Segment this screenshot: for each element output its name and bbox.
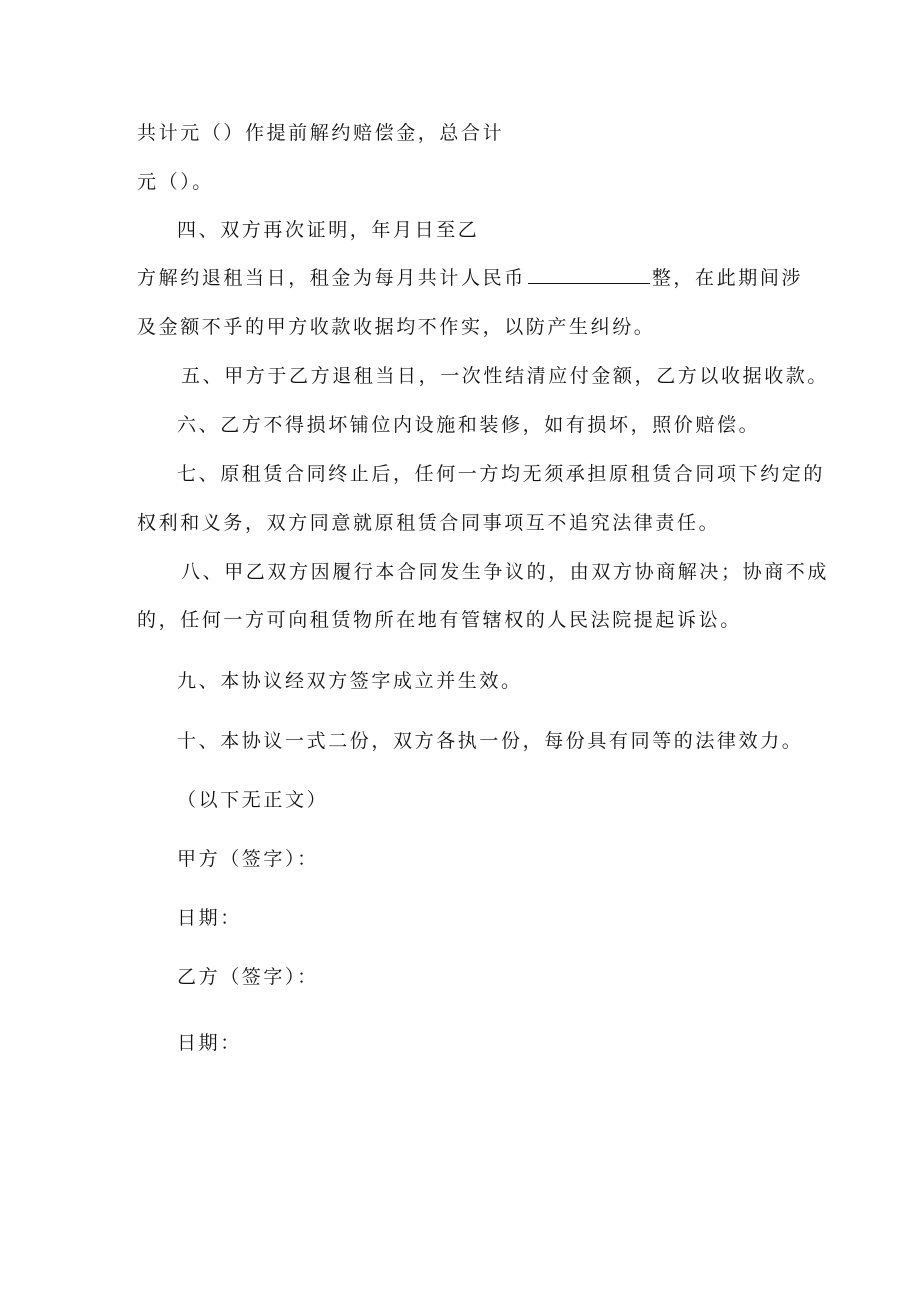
clause-8-line-2: 的，任何一方可向租赁物所在地有管辖权的人民法院提起诉讼。 xyxy=(137,609,742,631)
paragraph-line: 元（）。 xyxy=(137,171,214,193)
party-a-signature-label: 甲方（签字）： xyxy=(177,848,319,870)
end-of-text-note: （以下无正文） xyxy=(177,789,329,811)
party-a-date-label: 日期： xyxy=(177,907,242,929)
party-b-signature-label: 乙方（签字）： xyxy=(177,966,319,988)
clause-4-line-2 xyxy=(137,264,803,292)
clause-4-line-3: 及金额不乎的甲方收款收据均不作实，以防产生纠纷。 xyxy=(137,316,656,338)
clause-9: 九、本协议经双方签字成立并生效。 xyxy=(177,670,523,692)
clause-4-text-before-blank: 方解约退租当日，租金为每月共计人民币 xyxy=(137,267,526,289)
clause-10: 十、本协议一式二份，双方各执一份，每份具有同等的法律效力。 xyxy=(177,730,804,752)
amount-blank xyxy=(528,264,650,284)
clause-4-line-1: 四、双方再次证明，年月日至乙 xyxy=(177,219,480,241)
clause-5: 五、甲方于乙方退租当日，一次性结清应付金额，乙方以收据收款。 xyxy=(181,365,830,387)
clause-6: 六、乙方不得损坏铺位内设施和装修，如有损坏，照价赔偿。 xyxy=(177,414,761,436)
party-b-date-label: 日期： xyxy=(177,1032,242,1054)
clause-7-line-1: 七、原租赁合同终止后，任何一方均无须承担原租赁合同项下约定的 xyxy=(177,463,826,485)
clause-8-line-1: 八、甲乙双方因履行本合同发生争议的，由双方协商解决；协商不成 xyxy=(181,561,830,583)
clause-4-text-after-blank: 整，在此期间涉 xyxy=(651,267,804,289)
clause-7-line-2: 权利和义务，双方同意就原租赁合同事项互不追究法律责任。 xyxy=(137,512,721,534)
paragraph-line: 共计元（）作提前解约赔偿金，总合计 xyxy=(137,122,505,144)
